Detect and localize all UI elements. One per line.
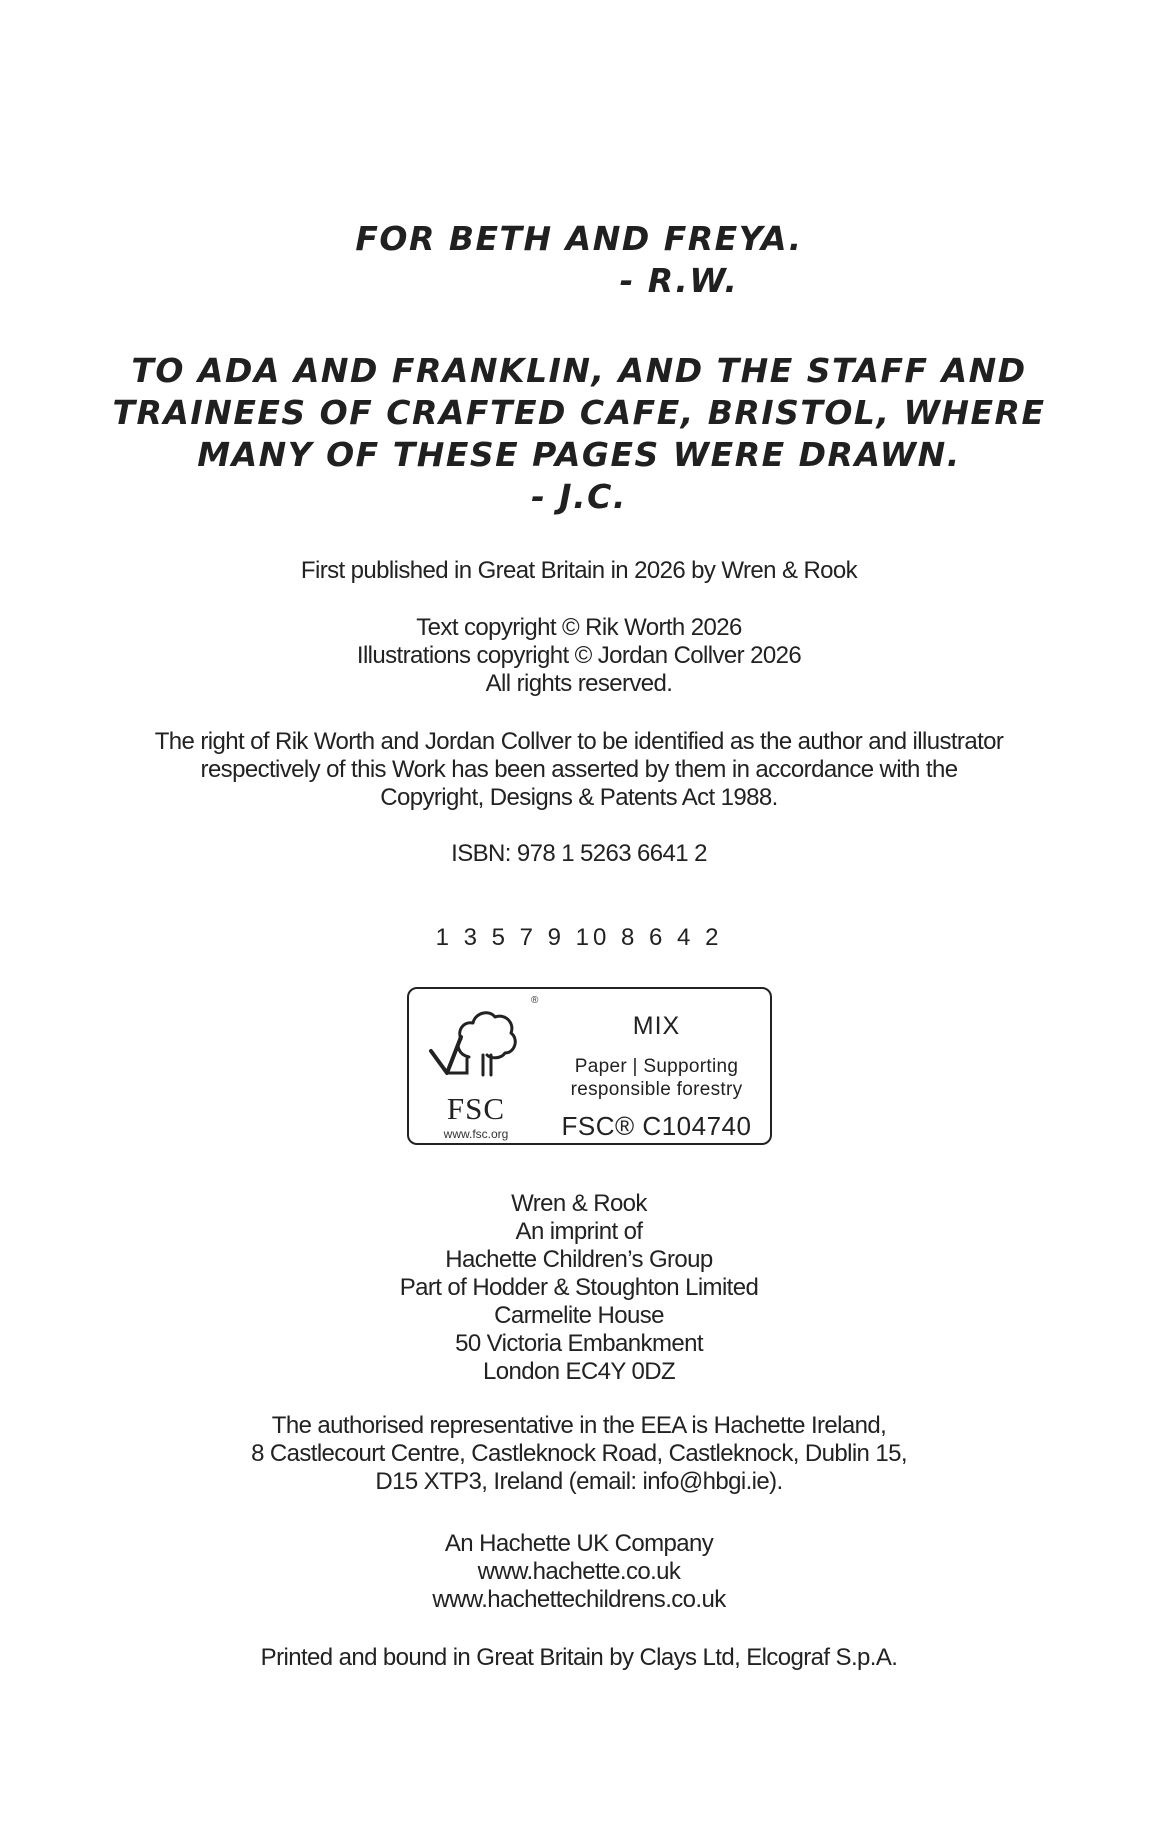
copyright-line: Text copyright © Rik Worth 2026 — [416, 614, 742, 641]
fsc-description-line: Paper | Supporting — [574, 1056, 739, 1077]
company-info — [0, 1530, 1158, 1614]
eea-representative — [0, 1412, 1158, 1496]
dedication-line: TO ADA AND FRANKLIN, AND THE STAFF AND — [131, 351, 1027, 390]
dedication-line: MANY OF THESE PAGES WERE DRAWN. — [197, 435, 961, 474]
copyright-line: All rights reserved. — [485, 670, 673, 697]
eea-line: The authorised representative in the EEA is Hachette Ireland, — [271, 1412, 887, 1439]
copyright-block — [0, 614, 1158, 698]
fsc-description — [549, 1055, 764, 1101]
fsc-logo-text: FSC — [446, 1091, 506, 1126]
moral-rights-line: Copyright, Designs & Patents Act 1988. — [380, 784, 778, 811]
isbn: ISBN: 978 1 5263 6641 2 — [451, 840, 707, 867]
fsc-tree-check-icon — [421, 995, 531, 1091]
publisher-address — [0, 1190, 1158, 1386]
fsc-description-line: responsible forestry — [570, 1079, 743, 1100]
address-line: Carmelite House — [494, 1302, 664, 1329]
dedication-line: FOR BETH AND FREYA. — [355, 219, 803, 258]
fsc-url: www.fsc.org — [443, 1127, 509, 1141]
address-line: Hachette Children’s Group — [445, 1246, 713, 1273]
copyright-line: Illustrations copyright © Jordan Collver 2026 — [356, 642, 802, 669]
dedication-line: TRAINEES OF CRAFTED CAFE, BRISTOL, WHERE — [112, 393, 1046, 432]
print-run-numbers: 1 3 5 7 9 10 8 6 4 2 — [435, 924, 723, 951]
first-published-line: First published in Great Britain in 2026 by Wren & Rook — [300, 557, 858, 584]
eea-line: D15 XTP3, Ireland (email: info@hbgi.ie). — [375, 1468, 783, 1495]
address-line: An imprint of — [515, 1218, 643, 1245]
dedication-beth-freya — [0, 218, 1158, 302]
fsc-certification-box — [407, 987, 772, 1145]
dedication-signature: - J.C. — [531, 477, 627, 516]
fsc-mix-label: MIX — [632, 1012, 681, 1040]
moral-rights-line: respectively of this Work has been asserted by them in accordance with the — [200, 756, 958, 783]
address-line: 50 Victoria Embankment — [455, 1330, 703, 1357]
moral-rights-block — [0, 728, 1158, 812]
fsc-text — [549, 999, 764, 1141]
address-line: London EC4Y 0DZ — [482, 1358, 676, 1385]
dedication-signature: - R.W. — [619, 261, 739, 300]
dedication-ada-franklin — [0, 350, 1158, 518]
address-line: Part of Hodder & Stoughton Limited — [399, 1274, 759, 1301]
company-url: www.hachettechildrens.co.uk — [432, 1586, 726, 1613]
address-line: Wren & Rook — [511, 1190, 647, 1217]
printer-line: Printed and bound in Great Britain by Clays Ltd, Elcograf S.p.A. — [260, 1644, 898, 1671]
company-line: An Hachette UK Company — [444, 1530, 714, 1557]
fsc-logo — [421, 995, 539, 1141]
company-url: www.hachette.co.uk — [477, 1558, 681, 1585]
moral-rights-line: The right of Rik Worth and Jordan Collver to be identified as the author and illustrator — [154, 728, 1004, 755]
registered-mark: ® — [531, 995, 539, 1006]
eea-line: 8 Castlecourt Centre, Castleknock Road, Castleknock, Dublin 15, — [251, 1440, 907, 1467]
fsc-license-code: FSC® C104740 — [561, 1111, 752, 1141]
